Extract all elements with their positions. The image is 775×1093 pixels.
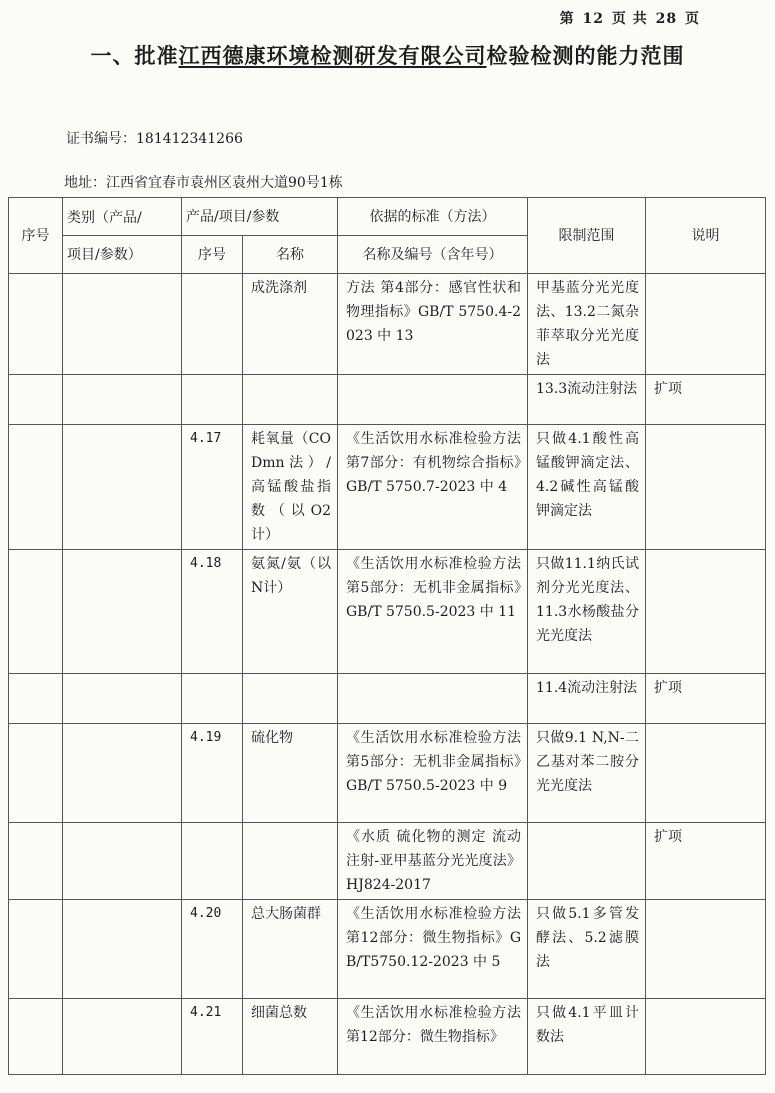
cell-sub-seq: 4.17	[182, 425, 243, 550]
page-current: 12	[582, 11, 605, 27]
cell-standard: 方法 第4部分：感官性状和物理指标》GB/T 5750.4-2023 中 13	[338, 274, 528, 375]
cell-category	[63, 375, 182, 425]
header-category-line2: 项目/参数）	[63, 236, 182, 274]
cell-category	[63, 724, 182, 823]
cell-sub-seq	[182, 823, 243, 900]
cell-category	[63, 425, 182, 550]
cell-category	[63, 550, 182, 674]
table-row	[9, 674, 766, 724]
cell-standard: 《生活饮用水标准检验方法 第5部分：无机非金属指标》GB/T 5750.5-2023 中 9	[338, 724, 528, 823]
cell-standard: 《生活饮用水标准检验方法 第7部分：有机物综合指标》GB/T 5750.7-2023 中 4	[338, 425, 528, 550]
header-category-line1: 类别（产品/	[63, 198, 182, 236]
header-limit: 限制范围	[528, 198, 646, 274]
cell-name: 总大肠菌群	[243, 900, 338, 999]
cell-category	[63, 900, 182, 999]
cell-sub-seq: 4.19	[182, 724, 243, 823]
cell-name	[243, 375, 338, 425]
table-row	[9, 823, 766, 900]
cell-limit: 11.4流动注射法	[528, 674, 646, 724]
certificate-label: 证书编号：	[66, 131, 136, 147]
cell-note	[646, 274, 766, 375]
header-standard-line1: 依据的标准（方法）	[338, 198, 528, 236]
header-standard-line2: 名称及编号（含年号）	[338, 236, 528, 274]
cell-sub-seq: 4.21	[182, 999, 243, 1075]
cell-category	[63, 823, 182, 900]
cell-name	[243, 674, 338, 724]
cell-standard	[338, 375, 528, 425]
table-row	[9, 274, 766, 375]
page-prefix: 第	[559, 11, 575, 27]
page-mid: 页 共	[611, 11, 648, 27]
cell-name: 硫化物	[243, 724, 338, 823]
cell-name	[243, 823, 338, 900]
table-row	[9, 724, 766, 823]
table-row	[9, 425, 766, 550]
address	[64, 172, 343, 192]
page-total: 28	[655, 11, 678, 27]
cell-note	[646, 550, 766, 674]
address-label: 地址：	[64, 175, 106, 191]
table-row	[9, 550, 766, 674]
cell-seq	[9, 674, 63, 724]
cell-limit: 只做9.1 N,N-二乙基对苯二胺分光光度法	[528, 724, 646, 823]
table-row	[9, 999, 766, 1075]
cell-seq	[9, 999, 63, 1075]
cell-note	[646, 425, 766, 550]
cell-seq	[9, 274, 63, 375]
cell-limit: 只做5.1多管发酵法、5.2滤膜法	[528, 900, 646, 999]
title-prefix: 一、批准	[90, 44, 179, 68]
cell-name: 耗氧量（CODmn法）/高锰酸盐指数（以O2计）	[243, 425, 338, 550]
cell-name: 细菌总数	[243, 999, 338, 1075]
table-row	[9, 900, 766, 999]
cell-seq	[9, 823, 63, 900]
cell-note	[646, 999, 766, 1075]
cell-seq	[9, 900, 63, 999]
header-product-group: 产品/项目/参数	[182, 198, 338, 236]
cell-standard: 《生活饮用水标准检验方法 第5部分：无机非金属指标》GB/T 5750.5-2023 中 11	[338, 550, 528, 674]
cell-standard: 《水质 硫化物的测定 流动注射-亚甲基蓝分光光度法》HJ824-2017	[338, 823, 528, 900]
table-row	[9, 375, 766, 425]
cell-limit: 13.3流动注射法	[528, 375, 646, 425]
cell-category	[63, 274, 182, 375]
cell-seq	[9, 375, 63, 425]
cell-limit	[528, 823, 646, 900]
cell-category	[63, 674, 182, 724]
header-name: 名称	[243, 236, 338, 274]
page-title	[0, 40, 775, 70]
cell-note	[646, 900, 766, 999]
certificate-value: 181412341266	[136, 131, 243, 147]
page-number	[559, 8, 701, 28]
cell-limit: 甲基蓝分光光度法、13.2二氮杂菲萃取分光光度法	[528, 274, 646, 375]
cell-limit: 只做11.1纳氏试剂分光光度法、11.3水杨酸盐分光光度法	[528, 550, 646, 674]
cell-seq	[9, 724, 63, 823]
title-suffix: 检验检测的能力范围	[486, 44, 685, 68]
cell-sub-seq: 4.18	[182, 550, 243, 674]
cell-seq	[9, 550, 63, 674]
cell-limit: 只做4.1酸性高锰酸钾滴定法、4.2碱性高锰酸钾滴定法	[528, 425, 646, 550]
cell-name: 成洗涤剂	[243, 274, 338, 375]
header-note: 说明	[646, 198, 766, 274]
cell-note: 扩项	[646, 674, 766, 724]
cell-note	[646, 724, 766, 823]
cell-sub-seq: 4.20	[182, 900, 243, 999]
cell-seq	[9, 425, 63, 550]
cell-note: 扩项	[646, 823, 766, 900]
cell-name: 氨氮/氨（以N计）	[243, 550, 338, 674]
cell-note: 扩项	[646, 375, 766, 425]
cell-category	[63, 999, 182, 1075]
cell-sub-seq	[182, 674, 243, 724]
page-suffix: 页	[685, 11, 700, 27]
cell-limit: 只做4.1平皿计数法	[528, 999, 646, 1075]
scope-table	[8, 197, 766, 1075]
address-value: 江西省宜春市袁州区袁州大道90号1栋	[106, 175, 343, 191]
header-seq: 序号	[9, 198, 63, 274]
cell-sub-seq	[182, 274, 243, 375]
cell-standard: 《生活饮用水标准检验方法 第12部分：微生物指标》GB/T5750.12-2023 中 5	[338, 900, 528, 999]
title-organization: 江西德康环境检测研发有限公司	[178, 44, 487, 68]
cell-sub-seq	[182, 375, 243, 425]
header-sub-seq: 序号	[182, 236, 243, 274]
table-header	[9, 198, 766, 274]
certificate-number	[66, 128, 243, 148]
cell-standard	[338, 674, 528, 724]
cell-standard: 《生活饮用水标准检验方法 第12部分：微生物指标》	[338, 999, 528, 1075]
